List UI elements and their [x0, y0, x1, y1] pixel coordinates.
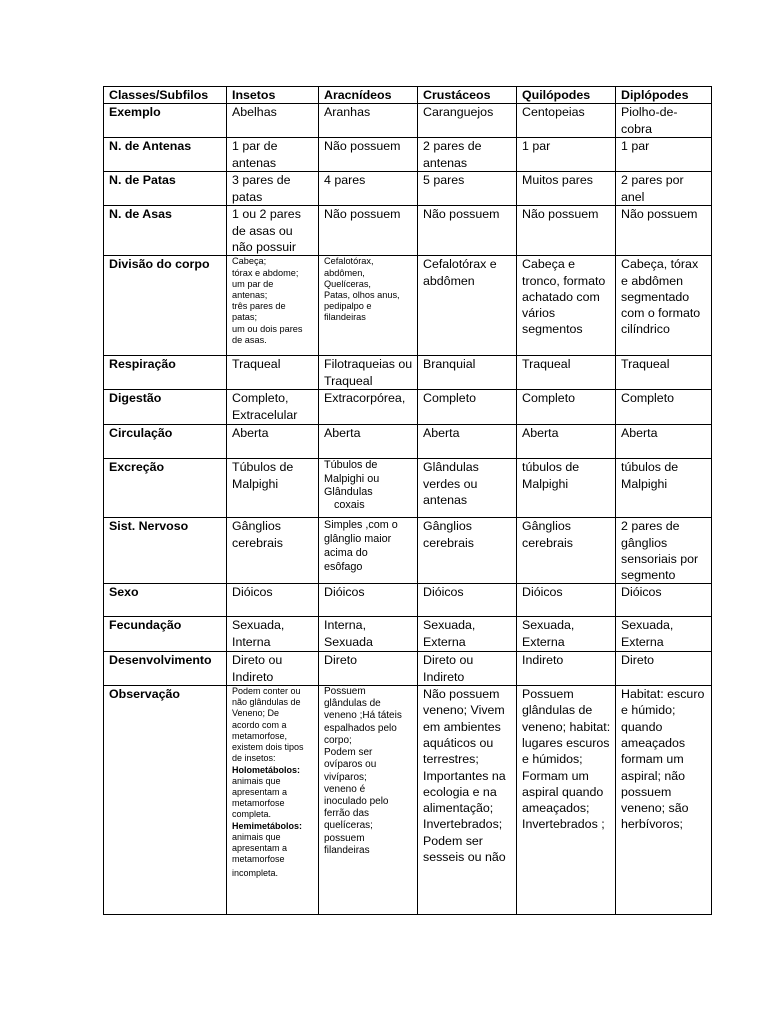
table-cell: Sexuada, Interna — [227, 617, 319, 652]
table-cell: Dióicos — [517, 584, 616, 617]
cell-line: acima do — [324, 547, 368, 560]
table-cell: 3 pares de patas — [227, 172, 319, 206]
cell-line: possuem — [324, 832, 365, 844]
cell-line: Hemimetábolos: — [232, 820, 303, 831]
cell-line: Túbulos de — [324, 459, 378, 472]
row-label: Respiração — [104, 356, 227, 390]
cell-line: ferrão das — [324, 808, 370, 820]
row-label: Divisão do corpo — [104, 256, 227, 356]
table-cell: Dióicos — [227, 584, 319, 617]
table-row — [104, 584, 712, 617]
table-cell: Completo — [517, 390, 616, 425]
table-row — [104, 256, 712, 356]
cell-line: espalhados pelo — [324, 722, 397, 734]
table-cell: Cabeça, tórax e abdômen segmentado com o formato cilíndrico — [616, 256, 712, 356]
cell-line: ovíparos ou — [324, 759, 377, 771]
table-cell: 1 par de antenas — [227, 138, 319, 172]
table-cell: Aranhas — [319, 104, 418, 138]
table-cell: Completo — [418, 390, 517, 425]
cell-line: metamorfose, — [232, 730, 288, 741]
table-row — [104, 617, 712, 652]
table-cell: Piolho-de-cobra — [616, 104, 712, 138]
cell-line: metamorfose — [232, 798, 285, 809]
table-cell: túbulos de Malpighi — [517, 459, 616, 518]
cell-line: abdômen, — [324, 267, 365, 278]
row-label: Digestão — [104, 390, 227, 425]
table-row — [104, 518, 712, 584]
cell-line: Possuem — [324, 686, 366, 698]
cell-line: acordo com a — [232, 719, 287, 730]
cell-line: metamorfose — [232, 854, 285, 865]
cell-line: apresentam a — [232, 786, 288, 797]
table-cell: Sexuada, Externa — [616, 617, 712, 652]
table-cell: Completo — [616, 390, 712, 425]
table-cell: Não possuem — [418, 206, 517, 256]
table-cell: Aberta — [517, 425, 616, 459]
row-label: Sexo — [104, 584, 227, 617]
cell-line: Patas, olhos anus, — [324, 289, 400, 300]
table-cell: Cefalotórax e abdômen — [418, 256, 517, 356]
cell-line: incompleta. — [232, 868, 279, 879]
cell-line: glânglio maior — [324, 533, 392, 546]
table-cell: Gânglios cerebrais — [418, 518, 517, 584]
table-cell: Direto — [616, 652, 712, 686]
table-cell: Glândulas verdes ou antenas — [418, 459, 517, 518]
table-row — [104, 459, 712, 518]
table-cell: Direto ou Indireto — [227, 652, 319, 686]
cell-line: um par de — [232, 278, 274, 289]
table-cell: Traqueal — [517, 356, 616, 390]
table-row — [104, 172, 712, 206]
cell-line: Veneno; De — [232, 708, 280, 719]
cell-line: completa. — [232, 809, 272, 820]
row-label: Exemplo — [104, 104, 227, 138]
cell-line: coxais — [334, 498, 365, 511]
table-cell: Direto — [319, 652, 418, 686]
table-cell: Centopeias — [517, 104, 616, 138]
table-cell: Traqueal — [227, 356, 319, 390]
cell-line: filandeiras — [324, 844, 370, 856]
table-cell — [227, 256, 319, 356]
table-cell: túbulos de Malpighi — [616, 459, 712, 518]
header-cell: Aracnídeos — [319, 87, 418, 104]
cell-line: quelíceras; — [324, 820, 373, 832]
table-cell: Gânglios cerebrais — [227, 518, 319, 584]
cell-line: Glândulas — [324, 485, 373, 498]
cell-line: pedipalpo e — [324, 301, 372, 312]
row-label: Fecundação — [104, 617, 227, 652]
cell-line: Cabeça; — [232, 256, 267, 267]
table-cell: Completo, Extracelular — [227, 390, 319, 425]
table-cell — [319, 518, 418, 584]
table-cell: Gânglios cerebrais — [517, 518, 616, 584]
table-cell: Filotraqueias ou Traqueal — [319, 356, 418, 390]
table-cell: Não possuem veneno; Vivem em ambientes aquáticos ou terrestres; Importantes na ecologia e na alimentação; Invertebrados; Podem ser sesseis ou não — [418, 686, 517, 915]
row-label: Sist. Nervoso — [104, 518, 227, 584]
table-row — [104, 356, 712, 390]
table-cell: 2 pares de antenas — [418, 138, 517, 172]
table-cell: Aberta — [418, 425, 517, 459]
cell-line: veneno é — [324, 783, 366, 795]
cell-line: vivíparos; — [324, 771, 367, 783]
table-row — [104, 390, 712, 425]
table-row — [104, 652, 712, 686]
cell-line: de insetos: — [232, 753, 276, 764]
cell-line: tórax e abdome; — [232, 267, 299, 278]
table-row — [104, 138, 712, 172]
table-row — [104, 686, 712, 915]
row-label: Circulação — [104, 425, 227, 459]
cell-line: antenas; — [232, 289, 268, 300]
cell-line: esôfago — [324, 561, 363, 574]
table-cell: 4 pares — [319, 172, 418, 206]
table-cell: Dióicos — [418, 584, 517, 617]
table-cell: Não possuem — [517, 206, 616, 256]
cell-line: Simples ,com o — [324, 519, 398, 532]
table-cell: 2 pares por anel — [616, 172, 712, 206]
cell-line: filandeiras — [324, 312, 366, 323]
cell-line: veneno ;Há táteis — [324, 710, 402, 722]
table-cell: Branquial — [418, 356, 517, 390]
table-cell — [319, 256, 418, 356]
cell-line: apresentam a — [232, 842, 288, 853]
table-cell: 5 pares — [418, 172, 517, 206]
table-cell: Direto ou Indireto — [418, 652, 517, 686]
table-cell: 1 ou 2 pares de asas ou não possuir — [227, 206, 319, 256]
table-cell: Indireto — [517, 652, 616, 686]
table-cell: 1 par — [616, 138, 712, 172]
table-cell: Aberta — [319, 425, 418, 459]
table-cell: Sexuada, Externa — [418, 617, 517, 652]
cell-line: existem dois tipos — [232, 742, 304, 753]
table-row — [104, 206, 712, 256]
cell-line: animais que — [232, 775, 281, 786]
table-cell: Aberta — [227, 425, 319, 459]
row-label: N. de Patas — [104, 172, 227, 206]
table-cell: Habitat: escuro e húmido; quando ameaçados formam um aspiral; não possuem veneno; são herbívoros; — [616, 686, 712, 915]
header-cell: Crustáceos — [418, 87, 517, 104]
table-cell: Caranguejos — [418, 104, 517, 138]
row-label: Desenvolvimento — [104, 652, 227, 686]
table-cell: Sexuada, Externa — [517, 617, 616, 652]
table-cell — [319, 686, 418, 915]
table-cell: Possuem glândulas de veneno; habitat: lugares escuros e húmidos; Formam um aspiral quando ameaçados; Invertebrados ; — [517, 686, 616, 915]
table-cell: Cabeça e tronco, formato achatado com vários segmentos — [517, 256, 616, 356]
table-cell: Dióicos — [319, 584, 418, 617]
cell-line: Holometábolos: — [232, 764, 301, 775]
cell-line: Malpighi ou — [324, 472, 380, 485]
cell-line: não glândulas de — [232, 697, 301, 708]
table-cell: 1 par — [517, 138, 616, 172]
classification-table — [103, 86, 712, 915]
header-cell: Quilópodes — [517, 87, 616, 104]
cell-line: três pares de — [232, 301, 286, 312]
header-cell: Diplópodes — [616, 87, 712, 104]
table-cell: Traqueal — [616, 356, 712, 390]
cell-line: de asas. — [232, 334, 267, 345]
table-cell — [319, 459, 418, 518]
cell-line: Podem ser — [324, 747, 373, 759]
row-label: Observação — [104, 686, 227, 915]
header-row — [104, 87, 712, 104]
cell-line: animais que — [232, 831, 281, 842]
cell-line: Podem conter ou — [232, 686, 301, 697]
cell-line: corpo; — [324, 734, 352, 746]
cell-line: inoculado pelo — [324, 795, 389, 807]
table-cell: Não possuem — [319, 138, 418, 172]
table-cell: Abelhas — [227, 104, 319, 138]
row-label: N. de Antenas — [104, 138, 227, 172]
table-cell: Túbulos de Malpighi — [227, 459, 319, 518]
table-cell: Muitos pares — [517, 172, 616, 206]
table-cell: Dióicos — [616, 584, 712, 617]
row-label: N. de Asas — [104, 206, 227, 256]
header-cell: Classes/Subfilos — [104, 87, 227, 104]
table-row — [104, 425, 712, 459]
table-cell: Interna, Sexuada — [319, 617, 418, 652]
cell-line: Cefalotórax, — [324, 256, 374, 267]
cell-line: um ou dois pares — [232, 323, 303, 334]
cell-line: patas; — [232, 312, 258, 323]
table-row — [104, 104, 712, 138]
table-cell: Não possuem — [616, 206, 712, 256]
row-label: Excreção — [104, 459, 227, 518]
header-cell: Insetos — [227, 87, 319, 104]
table-cell: Aberta — [616, 425, 712, 459]
table-cell: Não possuem — [319, 206, 418, 256]
table-cell — [227, 686, 319, 915]
table-cell: Extracorpórea, — [319, 390, 418, 425]
table-cell: 2 pares de gânglios sensoriais por segmento — [616, 518, 712, 584]
cell-line: Quelíceras, — [324, 278, 371, 289]
cell-line: glândulas de — [324, 698, 381, 710]
